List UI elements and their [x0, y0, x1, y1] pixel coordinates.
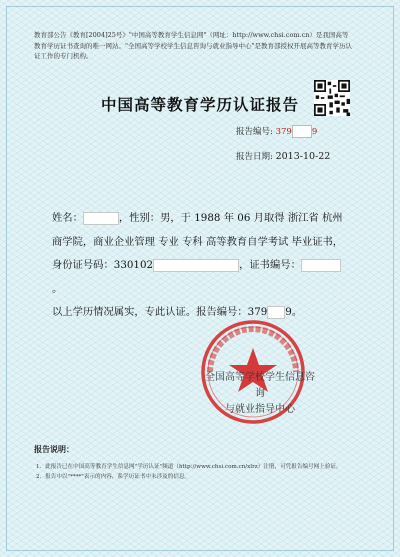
remarks-item-2: 2．报告中以"****"表示的内容，系学历证书中未涉及的信息。: [36, 474, 191, 480]
redacted-certificate-number: [301, 259, 341, 272]
id-prefix: 330102: [113, 259, 154, 271]
report-number-prefix: 379: [275, 127, 292, 137]
graduation-details: ，性别：男，于 1988 年 06 月取得 浙江省 杭州商学院，商业企业管理 专业 专科 高等教育自学考试 毕业证书，身份证号码：: [52, 212, 344, 271]
redacted-box: [292, 125, 312, 138]
report-date-row: [236, 150, 330, 162]
report-ref-suffix: 9。: [285, 306, 303, 318]
issuer-line-1: 全国高等学校学生信息咨询: [205, 372, 315, 399]
redacted-name: [83, 212, 119, 225]
report-date-label: 报告日期:: [236, 152, 273, 162]
issuer-line-2: 与就业指导中心: [225, 404, 295, 415]
report-number-row: [236, 125, 317, 138]
report-number-label: 报告编号:: [236, 127, 273, 137]
report-date-value: 2013-10-22: [275, 151, 331, 162]
remarks-item-1: 1．此报告已在中国高等教育学生信息网"学历认证"频道（http://www.chsi.com.cn/xlrz）注册，可凭报告编号网上验证。: [36, 464, 342, 470]
report-ref-prefix: 379: [247, 306, 268, 318]
certificate-label: ，证书编号：: [239, 259, 301, 271]
certification-text: [52, 207, 348, 325]
issuer-name: [205, 370, 315, 418]
redacted-id-number: [153, 259, 239, 272]
report-number-suffix: 9: [311, 127, 318, 137]
report-title: 中国高等教育学历认证报告: [100, 96, 299, 114]
verification-text: 以上学历情况属实，专此认证。报告编号：: [52, 306, 248, 318]
sentence-end: 。: [52, 282, 63, 295]
remarks-list: [36, 462, 366, 482]
header-notice: 教育部公告《教育[2004]25号》"中国高等教育学生信息网"（网址：http://www.chsi.com.cn）是我国高等教育学历证书查询的唯一网站。"全国高等学校学生信息咨询与就业指导中心"是教育部授权开展高等教育学历认证工作的专门机构。: [34, 31, 352, 60]
remarks-heading: 报告说明：: [34, 444, 74, 454]
name-label: 姓名：: [52, 212, 83, 224]
